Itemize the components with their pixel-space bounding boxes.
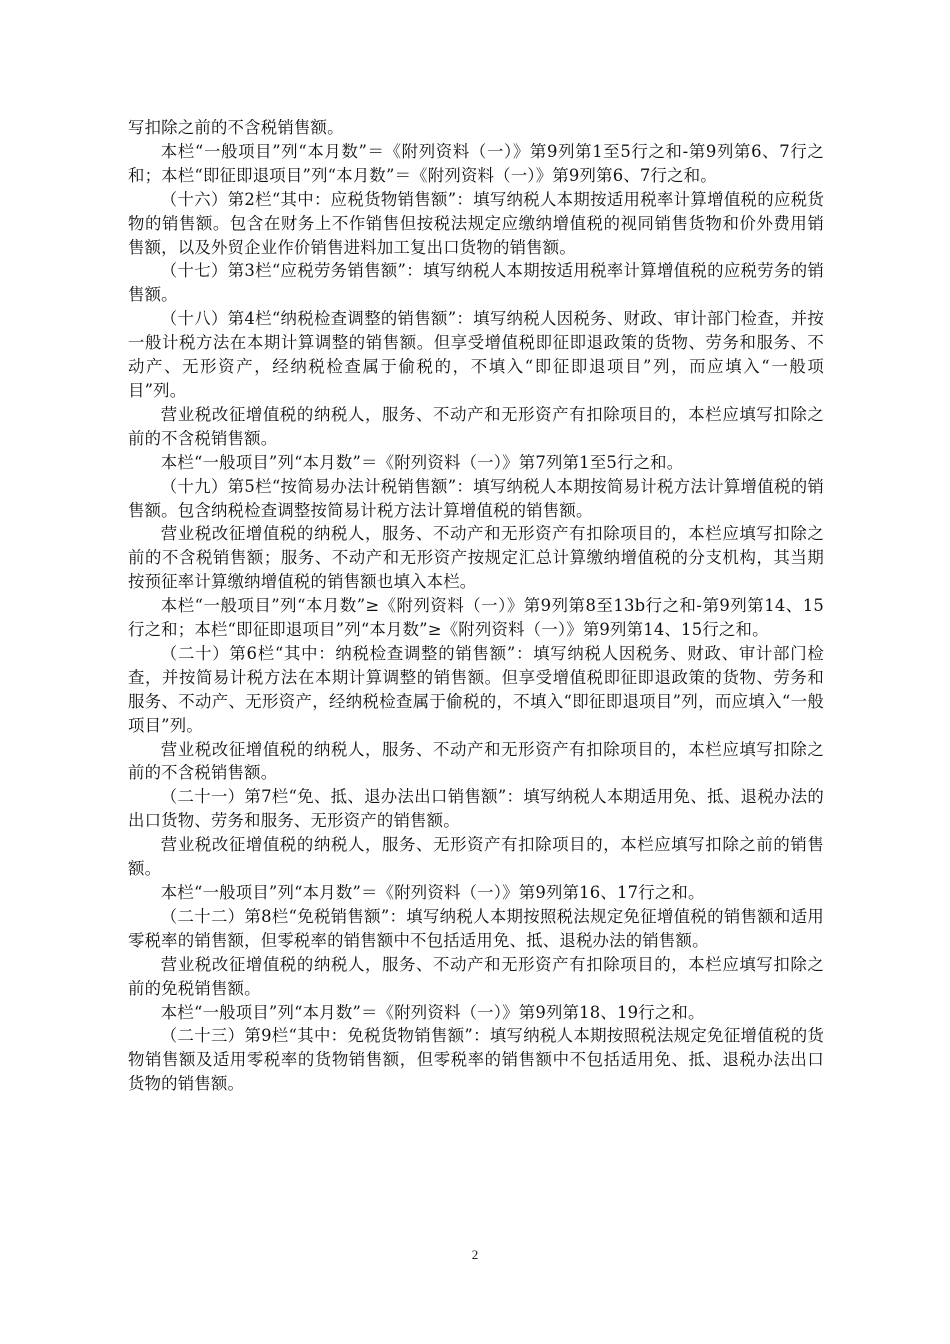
paragraph: 营业税改征增值税的纳税人，服务、无形资产有扣除项目的，本栏应填写扣除之前的销售额。: [128, 835, 824, 879]
paragraph: （十七）第3栏“应税劳务销售额”：填写纳税人本期按适用税率计算增值税的应税劳务的销售额。: [128, 261, 824, 305]
paragraph: 营业税改征增值税的纳税人，服务、不动产和无形资产有扣除项目的，本栏应填写扣除之前的不含税销售额。: [128, 739, 824, 783]
paragraph: 本栏“一般项目”列“本月数”＝《附列资料（一）》第9列第1至5行之和-第9列第6、7行之和；本栏“即征即退项目”列“本月数”＝《附列资料（一）》第9列第6、7行之和。: [128, 141, 824, 185]
paragraph: 写扣除之前的不含税销售额。: [128, 118, 344, 137]
paragraph: （十六）第2栏“其中：应税货物销售额”：填写纳税人本期按适用税率计算增值税的应税货物的销售额。包含在财务上不作销售但按税法规定应缴纳增值税的视同销售货物和价外费用销售额，以及外贸企业作价销售进料加工复出口货物的销售额。: [128, 189, 824, 257]
paragraph: 营业税改征增值税的纳税人，服务、不动产和无形资产有扣除项目的，本栏应填写扣除之前的免税销售额。: [128, 954, 824, 998]
paragraph: 本栏“一般项目”列“本月数”＝《附列资料（一）》第7列第1至5行之和。: [160, 452, 684, 472]
page-number: 2: [471, 1247, 479, 1262]
paragraph: （十九）第5栏“按简易办法计税销售额”：填写纳税人本期按简易计税方法计算增值税的销售额。包含纳税检查调整按简易计税方法计算增值税的销售额。: [128, 476, 824, 520]
paragraph: 本栏“一般项目”列“本月数”≥《附列资料（一）》第9列第8至13b行之和-第9列第14、15行之和；本栏“即征即退项目”列“本月数”≥《附列资料（一）》第9列第14、15行之和。: [128, 596, 824, 640]
paragraph: （二十三）第9栏“其中：免税货物销售额”：填写纳税人本期按照税法规定免征增值税的货物销售额及适用零税率的货物销售额，但零税率的销售额中不包括适用免、抵、退税办法出口货物的销售额。: [128, 1026, 824, 1094]
paragraph: （二十一）第7栏“免、抵、退办法出口销售额”：填写纳税人本期适用免、抵、退税办法的出口货物、劳务和服务、无形资产的销售额。: [128, 787, 824, 831]
document-body: [128, 116, 824, 1096]
paragraph: 本栏“一般项目”列“本月数”＝《附列资料（一）》第9列第16、17行之和。: [160, 883, 705, 902]
paragraph: （十八）第4栏“纳税检查调整的销售额”：填写纳税人因税务、财政、审计部门检查，并按一般计税方法在本期计算调整的销售额。但享受增值税即征即退政策的货物、劳务和服务、不动产、无形资产，经纳税检查属于偷税的，不填入“即征即退项目”列，而应填入“一般项目”列。: [128, 309, 824, 400]
paragraph: （二十）第6栏“其中：纳税检查调整的销售额”：填写纳税人因税务、财政、审计部门检查，并按简易计税方法在本期计算调整的销售额。但享受增值税即征即退政策的货物、劳务和服务、不动产、无形资产，经纳税检查属于偷税的，不填入“即征即退项目”列，而应填入“一般项目”列。: [128, 643, 824, 735]
paragraph: 本栏“一般项目”列“本月数”＝《附列资料（一）》第9列第18、19行之和。: [160, 1002, 705, 1022]
paragraph: 营业税改征增值税的纳税人，服务、不动产和无形资产有扣除项目的，本栏应填写扣除之前的不含税销售额；服务、不动产和无形资产按规定汇总计算缴纳增值税的分支机构，其当期按预征率计算缴纳增值税的销售额也填入本栏。: [128, 524, 824, 592]
paragraph: 营业税改征增值税的纳税人，服务、不动产和无形资产有扣除项目的，本栏应填写扣除之前的不含税销售额。: [128, 404, 824, 448]
paragraph: （二十二）第8栏“免税销售额”：填写纳税人本期按照税法规定免征增值税的销售额和适用零税率的销售额，但零税率的销售额中不包括适用免、抵、退税办法的销售额。: [128, 906, 824, 950]
